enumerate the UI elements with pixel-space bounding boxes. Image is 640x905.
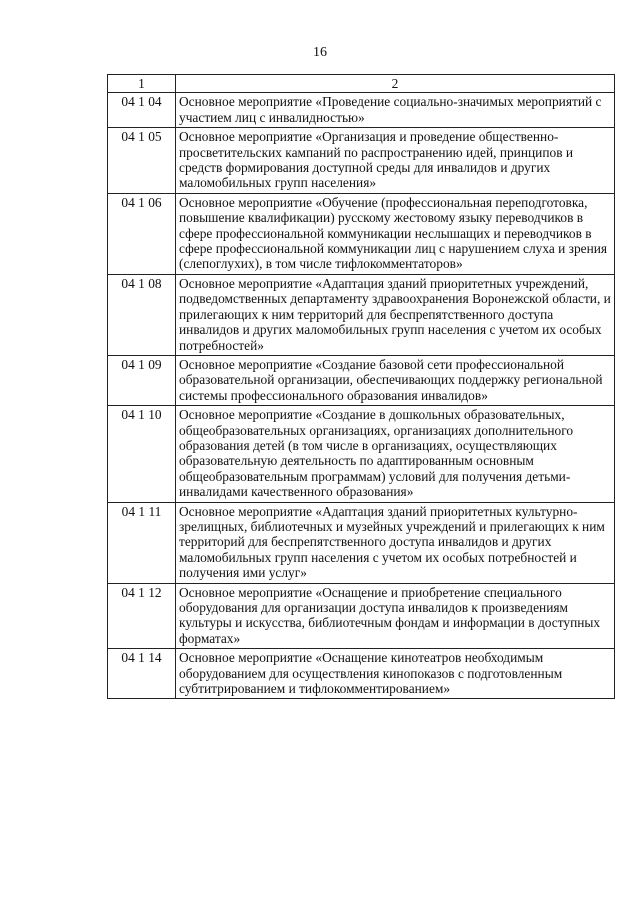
row-text: Основное мероприятие «Обучение (профессиональная переподготовка, повышение квалификации) русскому жестовому языку переводчиков в сфере профессиональной коммуникации неслышащих и переводчиков в сфере профессиональной коммуникации лиц с нарушением слуха и зрения (слепоглухих), в том числе тифлокомментаторов» (176, 193, 615, 274)
row-text: Основное мероприятие «Создание в дошкольных образовательных, общеобразовательных организациях, организациях дополнительного образования детей (в том числе в организациях, осуществляющих образовательную деятельность по адаптированным основным общеобразовательным программам) условий для получения детьми-инвалидами качественного образования» (176, 406, 615, 502)
column-header-1: 1 (108, 75, 176, 93)
table-row (108, 193, 615, 274)
row-text: Основное мероприятие «Организация и проведение общественно-просветительских кампаний по распространению идей, принципов и средств формирования доступной среды для инвалидов и других маломобильных групп населения» (176, 128, 615, 194)
table-row (108, 355, 615, 405)
row-text: Основное мероприятие «Оснащение кинотеатров необходимым оборудованием для осуществления кинопоказов с подготовленным субтитрированием и тифлокомментированием» (176, 649, 615, 699)
column-header-2: 2 (176, 75, 615, 93)
table-row (108, 128, 615, 194)
page-number: 16 (313, 45, 327, 60)
row-code: 04 1 04 (108, 93, 176, 128)
program-activities-table (107, 74, 615, 699)
row-text: Основное мероприятие «Адаптация зданий приоритетных учреждений, подведомственных департаменту здравоохранения Воронежской области, и прилегающих к ним территорий для беспрепятственного доступа инвалидов и других маломобильных групп населения с учетом их особых потребностей» (176, 274, 615, 355)
row-code: 04 1 14 (108, 649, 176, 699)
table-row (108, 406, 615, 502)
row-code: 04 1 08 (108, 274, 176, 355)
row-text: Основное мероприятие «Проведение социально-значимых мероприятий с участием лиц с инвалидностью» (176, 93, 615, 128)
table-row (108, 649, 615, 699)
row-text: Основное мероприятие «Адаптация зданий приоритетных культурно-зрелищных, библиотечных и музейных учреждений и прилегающих к ним территорий для беспрепятственного доступа инвалидов и других маломобильных групп населения с учетом их особых потребностей и получения ими услуг» (176, 502, 615, 583)
table-row (108, 583, 615, 649)
row-code: 04 1 06 (108, 193, 176, 274)
row-text: Основное мероприятие «Оснащение и приобретение специального оборудования для организации доступа инвалидов к произведениям культуры и искусства, библиотечным фондам и информации в доступных форматах» (176, 583, 615, 649)
table-row (108, 93, 615, 128)
row-text: Основное мероприятие «Создание базовой сети профессиональной образовательной организации, обеспечивающих поддержку региональной системы профессионального образования инвалидов» (176, 355, 615, 405)
row-code: 04 1 11 (108, 502, 176, 583)
row-code: 04 1 10 (108, 406, 176, 502)
table-row (108, 502, 615, 583)
row-code: 04 1 05 (108, 128, 176, 194)
row-code: 04 1 09 (108, 355, 176, 405)
row-code: 04 1 12 (108, 583, 176, 649)
table-row (108, 274, 615, 355)
table-header-row (108, 75, 615, 93)
